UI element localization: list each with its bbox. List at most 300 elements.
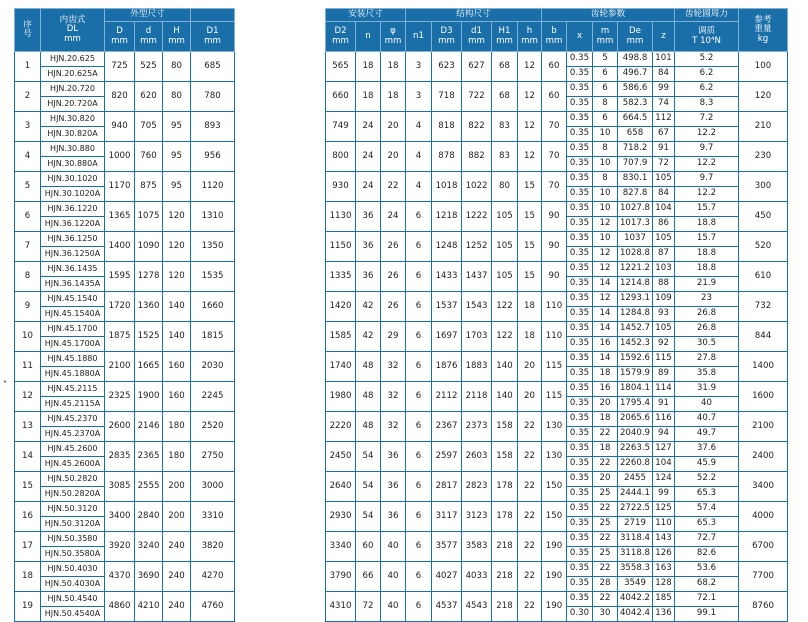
cell-b: 130 [542, 442, 567, 472]
cell-D: 2835 [105, 442, 135, 472]
cell-z: 93 [653, 307, 675, 322]
model-code-variant: HJN.36.1435A [41, 277, 105, 292]
cell-z: 67 [653, 127, 675, 142]
model-code-variant: HJN.30.1020A [41, 187, 105, 202]
cell-b: 60 [542, 82, 567, 112]
cell-De: 2455 [618, 472, 653, 487]
cell-H: 180 [163, 442, 191, 472]
cell-x: 0.35 [567, 97, 593, 112]
cell-z: 185 [653, 592, 675, 607]
table-row [326, 142, 788, 157]
cell-d1: 3583 [462, 532, 492, 562]
table-row [15, 202, 235, 217]
cell-z: 114 [653, 382, 675, 397]
cell-n1: 3 [406, 52, 432, 82]
row-number: 15 [15, 472, 41, 502]
cell-force: 37.6 [675, 442, 739, 457]
cell-De: 586.6 [618, 82, 653, 97]
cell-d: 525 [135, 52, 163, 82]
cell-d: 2365 [135, 442, 163, 472]
cell-H1: 105 [492, 262, 518, 292]
cell-D3: 2817 [432, 472, 462, 502]
table-row [326, 82, 788, 97]
cell-D1: 4270 [191, 562, 235, 592]
cell-force: 53.6 [675, 562, 739, 577]
cell-m: 18 [593, 412, 618, 427]
cell-x: 0.35 [567, 187, 593, 202]
cell-b: 115 [542, 352, 567, 382]
cell-z: 86 [653, 217, 675, 232]
header-d1: d1 mm [462, 22, 492, 52]
cell-phi: 22 [381, 172, 406, 202]
cell-weight: 8760 [739, 592, 788, 622]
cell-x: 0.35 [567, 532, 593, 547]
cell-b: 190 [542, 592, 567, 622]
model-code: HJN.20.720 [41, 82, 105, 97]
cell-d: 1278 [135, 262, 163, 292]
row-number: 13 [15, 412, 41, 442]
cell-H: 120 [163, 232, 191, 262]
cell-m: 18 [593, 442, 618, 457]
row-number: 19 [15, 592, 41, 622]
cell-force: 26.8 [675, 307, 739, 322]
model-code: HJN.45.2600 [41, 442, 105, 457]
cell-weight: 300 [739, 172, 788, 202]
model-code-variant: HJN.50.2820A [41, 487, 105, 502]
cell-D1: 2520 [191, 412, 235, 442]
cell-n: 60 [356, 532, 381, 562]
model-code-variant: HJN.30.880A [41, 157, 105, 172]
cell-h: 22 [518, 472, 542, 502]
cell-z: 125 [653, 502, 675, 517]
row-number: 8 [15, 262, 41, 292]
model-code: HJN.36.1435 [41, 262, 105, 277]
cell-h: 18 [518, 292, 542, 322]
table-row [326, 322, 788, 337]
cell-b: 190 [542, 562, 567, 592]
cell-x: 0.35 [567, 412, 593, 427]
cell-z: 116 [653, 412, 675, 427]
cell-D2: 2220 [326, 412, 356, 442]
cell-De: 2722.5 [618, 502, 653, 517]
cell-n: 36 [356, 232, 381, 262]
cell-weight: 732 [739, 292, 788, 322]
cell-force: 6.2 [675, 82, 739, 97]
cell-weight: 4000 [739, 502, 788, 532]
table-row [15, 232, 235, 247]
table-row [15, 142, 235, 157]
table-row [326, 232, 788, 247]
cell-d1: 2823 [462, 472, 492, 502]
header-n: n [356, 22, 381, 52]
cell-m: 5 [593, 52, 618, 67]
cell-weight: 120 [739, 82, 788, 112]
cell-d: 1090 [135, 232, 163, 262]
cell-H1: 158 [492, 442, 518, 472]
cell-d1: 3123 [462, 502, 492, 532]
cell-x: 0.35 [567, 172, 593, 187]
row-number: 4 [15, 142, 41, 172]
cell-z: 72 [653, 157, 675, 172]
row-number: 7 [15, 232, 41, 262]
header-H1: H1 mm [492, 22, 518, 52]
cell-H: 180 [163, 412, 191, 442]
row-number: 3 [15, 112, 41, 142]
cell-x: 0.35 [567, 502, 593, 517]
cell-x: 0.35 [567, 352, 593, 367]
cell-H: 120 [163, 202, 191, 232]
model-code: HJN.45.2370 [41, 412, 105, 427]
cell-x: 0.35 [567, 562, 593, 577]
cell-x: 0.35 [567, 457, 593, 472]
cell-d: 3240 [135, 532, 163, 562]
cell-D3: 1018 [432, 172, 462, 202]
cell-D3: 818 [432, 112, 462, 142]
cell-H1: 158 [492, 412, 518, 442]
cell-n1: 6 [406, 532, 432, 562]
cell-z: 110 [653, 517, 675, 532]
right-spec-table [325, 8, 788, 622]
cell-H1: 83 [492, 142, 518, 172]
cell-force: 27.8 [675, 352, 739, 367]
cell-force: 40.7 [675, 412, 739, 427]
cell-z: 89 [653, 367, 675, 382]
row-number: 9 [15, 292, 41, 322]
cell-De: 658 [618, 127, 653, 142]
cell-phi: 36 [381, 502, 406, 532]
cell-D3: 2367 [432, 412, 462, 442]
cell-De: 3118.8 [618, 547, 653, 562]
cell-z: 105 [653, 232, 675, 247]
model-code-variant: HJN.20.720A [41, 97, 105, 112]
cell-phi: 32 [381, 412, 406, 442]
cell-De: 2065.6 [618, 412, 653, 427]
table-row [326, 412, 788, 427]
table-row [326, 502, 788, 517]
cell-D1: 3000 [191, 472, 235, 502]
model-code-variant: HJN.50.4030A [41, 577, 105, 592]
cell-z: 163 [653, 562, 675, 577]
cell-d: 2146 [135, 412, 163, 442]
cell-d1: 1883 [462, 352, 492, 382]
cell-n: 36 [356, 202, 381, 232]
header-seq: 序 号 [15, 9, 41, 52]
cell-H1: 140 [492, 382, 518, 412]
cell-force: 45.9 [675, 457, 739, 472]
cell-n1: 6 [406, 292, 432, 322]
cell-weight: 2400 [739, 442, 788, 472]
cell-De: 498.8 [618, 52, 653, 67]
cell-De: 1221.2 [618, 262, 653, 277]
cell-m: 18 [593, 367, 618, 382]
model-code-variant: HJN.45.1540A [41, 307, 105, 322]
cell-D1: 1660 [191, 292, 235, 322]
cell-D3: 4537 [432, 592, 462, 622]
header-b: b mm [542, 22, 567, 52]
cell-d: 760 [135, 142, 163, 172]
cell-n: 18 [356, 52, 381, 82]
cell-z: 109 [653, 292, 675, 307]
cell-n1: 4 [406, 142, 432, 172]
cell-phi: 24 [381, 202, 406, 232]
model-code-variant: HJN.36.1220A [41, 217, 105, 232]
cell-x: 0.35 [567, 517, 593, 532]
cell-d: 1900 [135, 382, 163, 412]
header-d: d mm [135, 22, 163, 52]
cell-x: 0.35 [567, 397, 593, 412]
cell-m: 22 [593, 502, 618, 517]
cell-force: 23 [675, 292, 739, 307]
cell-De: 3558.3 [618, 562, 653, 577]
cell-D1: 2750 [191, 442, 235, 472]
model-code: HJN.20.625 [41, 52, 105, 67]
cell-De: 827.8 [618, 187, 653, 202]
cell-b: 150 [542, 472, 567, 502]
header-D1: D1 mm [191, 22, 235, 52]
table-row [15, 562, 235, 577]
cell-h: 12 [518, 82, 542, 112]
header-n1: n1 [406, 22, 432, 52]
cell-force: 9.7 [675, 172, 739, 187]
cell-D1: 1120 [191, 172, 235, 202]
cell-z: 126 [653, 547, 675, 562]
cell-D2: 3340 [326, 532, 356, 562]
table-row [15, 82, 235, 97]
cell-weight: 1600 [739, 382, 788, 412]
row-number: 5 [15, 172, 41, 202]
cell-D: 2100 [105, 352, 135, 382]
cell-n1: 4 [406, 112, 432, 142]
cell-z: 91 [653, 397, 675, 412]
cell-D2: 1585 [326, 322, 356, 352]
cell-weight: 610 [739, 262, 788, 292]
cell-m: 22 [593, 592, 618, 607]
cell-force: 49.7 [675, 427, 739, 442]
table-row [326, 382, 788, 397]
cell-weight: 1400 [739, 352, 788, 382]
cell-x: 0.35 [567, 427, 593, 442]
cell-n1: 6 [406, 442, 432, 472]
cell-n1: 6 [406, 262, 432, 292]
cell-D2: 660 [326, 82, 356, 112]
cell-h: 12 [518, 112, 542, 142]
table-row [326, 172, 788, 187]
cell-n: 54 [356, 472, 381, 502]
cell-x: 0.35 [567, 67, 593, 82]
cell-De: 664.5 [618, 112, 653, 127]
cell-x: 0.35 [567, 277, 593, 292]
cell-x: 0.35 [567, 202, 593, 217]
cell-weight: 6700 [739, 532, 788, 562]
cell-D: 4370 [105, 562, 135, 592]
table-row [15, 592, 235, 607]
cell-force: 72.1 [675, 592, 739, 607]
cell-m: 10 [593, 232, 618, 247]
cell-n: 48 [356, 382, 381, 412]
cell-x: 0.35 [567, 127, 593, 142]
header-h: h mm [518, 22, 542, 52]
table-row [326, 472, 788, 487]
cell-D3: 4027 [432, 562, 462, 592]
cell-phi: 18 [381, 82, 406, 112]
cell-m: 10 [593, 187, 618, 202]
cell-n: 24 [356, 142, 381, 172]
cell-D3: 2112 [432, 382, 462, 412]
model-code: HJN.50.4030 [41, 562, 105, 577]
cell-force: 65.3 [675, 517, 739, 532]
cell-d1: 1252 [462, 232, 492, 262]
cell-De: 2260.8 [618, 457, 653, 472]
table-row [15, 172, 235, 187]
cell-D3: 878 [432, 142, 462, 172]
cell-d1: 1222 [462, 202, 492, 232]
header-install: 安装尺寸 [326, 9, 406, 22]
model-code-variant: HJN.45.2600A [41, 457, 105, 472]
cell-D1: 2030 [191, 352, 235, 382]
cell-D2: 1335 [326, 262, 356, 292]
cell-d: 705 [135, 112, 163, 142]
cell-n: 66 [356, 562, 381, 592]
model-code: HJN.30.880 [41, 142, 105, 157]
cell-h: 22 [518, 532, 542, 562]
cell-D3: 1433 [432, 262, 462, 292]
cell-d: 1075 [135, 202, 163, 232]
cell-m: 14 [593, 307, 618, 322]
cell-De: 3549 [618, 577, 653, 592]
cell-force: 15.7 [675, 202, 739, 217]
cell-D1: 2245 [191, 382, 235, 412]
table-row [15, 52, 235, 67]
cell-D2: 1980 [326, 382, 356, 412]
cell-m: 22 [593, 562, 618, 577]
cell-h: 15 [518, 262, 542, 292]
header-z: z [653, 22, 675, 52]
cell-phi: 40 [381, 592, 406, 622]
cell-De: 4042.4 [618, 607, 653, 622]
table-row [326, 442, 788, 457]
cell-x: 0.35 [567, 52, 593, 67]
cell-n1: 3 [406, 82, 432, 112]
cell-force: 15.7 [675, 232, 739, 247]
table-row [326, 202, 788, 217]
cell-D3: 1248 [432, 232, 462, 262]
cell-H: 200 [163, 502, 191, 532]
cell-x: 0.35 [567, 217, 593, 232]
cell-D1: 3820 [191, 532, 235, 562]
cell-d: 2555 [135, 472, 163, 502]
cell-z: 104 [653, 457, 675, 472]
cell-z: 143 [653, 532, 675, 547]
cell-D: 3920 [105, 532, 135, 562]
model-code-variant: HJN.45.1700A [41, 337, 105, 352]
cell-z: 103 [653, 262, 675, 277]
cell-H: 240 [163, 562, 191, 592]
cell-n1: 6 [406, 502, 432, 532]
cell-phi: 36 [381, 442, 406, 472]
header-blank [191, 9, 235, 22]
cell-D1: 956 [191, 142, 235, 172]
header-De: De mm [618, 22, 653, 52]
cell-D3: 623 [432, 52, 462, 82]
table-row [15, 532, 235, 547]
cell-D2: 4310 [326, 592, 356, 622]
header-D3: D3 mm [432, 22, 462, 52]
row-number: 2 [15, 82, 41, 112]
table-row [326, 262, 788, 277]
cell-D1: 893 [191, 112, 235, 142]
cell-n1: 6 [406, 592, 432, 622]
cell-n1: 6 [406, 322, 432, 352]
cell-n1: 6 [406, 472, 432, 502]
model-code: HJN.30.820 [41, 112, 105, 127]
cell-h: 22 [518, 562, 542, 592]
row-number: 1 [15, 52, 41, 82]
cell-D1: 4760 [191, 592, 235, 622]
cell-D1: 780 [191, 82, 235, 112]
cell-D: 1720 [105, 292, 135, 322]
cell-D3: 2597 [432, 442, 462, 472]
cell-z: 101 [653, 52, 675, 67]
cell-H1: 83 [492, 112, 518, 142]
header-H: H mm [163, 22, 191, 52]
cell-D: 1875 [105, 322, 135, 352]
cell-force: 8.3 [675, 97, 739, 112]
cell-H: 160 [163, 382, 191, 412]
cell-De: 1284.8 [618, 307, 653, 322]
cell-D: 1365 [105, 202, 135, 232]
cell-H1: 68 [492, 82, 518, 112]
cell-phi: 18 [381, 52, 406, 82]
cell-weight: 520 [739, 232, 788, 262]
cell-b: 190 [542, 532, 567, 562]
cell-d: 875 [135, 172, 163, 202]
cell-phi: 26 [381, 232, 406, 262]
cell-De: 718.2 [618, 142, 653, 157]
cell-m: 14 [593, 322, 618, 337]
cell-H: 95 [163, 142, 191, 172]
cell-m: 28 [593, 577, 618, 592]
cell-De: 3118.4 [618, 532, 653, 547]
cell-m: 12 [593, 292, 618, 307]
cell-force: 18.8 [675, 262, 739, 277]
cell-D1: 1310 [191, 202, 235, 232]
model-code-variant: HJN.45.2115A [41, 397, 105, 412]
cell-m: 6 [593, 67, 618, 82]
cell-force: 30.5 [675, 337, 739, 352]
row-number: 11 [15, 352, 41, 382]
cell-De: 1293.1 [618, 292, 653, 307]
cell-h: 20 [518, 382, 542, 412]
table-row [15, 352, 235, 367]
cell-m: 16 [593, 337, 618, 352]
cell-D: 1000 [105, 142, 135, 172]
cell-d: 1360 [135, 292, 163, 322]
cell-n: 24 [356, 172, 381, 202]
cell-m: 30 [593, 607, 618, 622]
cell-b: 90 [542, 262, 567, 292]
cell-d: 620 [135, 82, 163, 112]
cell-De: 1027.8 [618, 202, 653, 217]
model-code-variant: HJN.36.1250A [41, 247, 105, 262]
model-code-variant: HJN.45.1880A [41, 367, 105, 382]
cell-D: 2600 [105, 412, 135, 442]
cell-d1: 2603 [462, 442, 492, 472]
cell-d1: 1543 [462, 292, 492, 322]
cell-d1: 722 [462, 82, 492, 112]
cell-weight: 3400 [739, 472, 788, 502]
cell-force: 7.2 [675, 112, 739, 127]
cell-b: 90 [542, 232, 567, 262]
